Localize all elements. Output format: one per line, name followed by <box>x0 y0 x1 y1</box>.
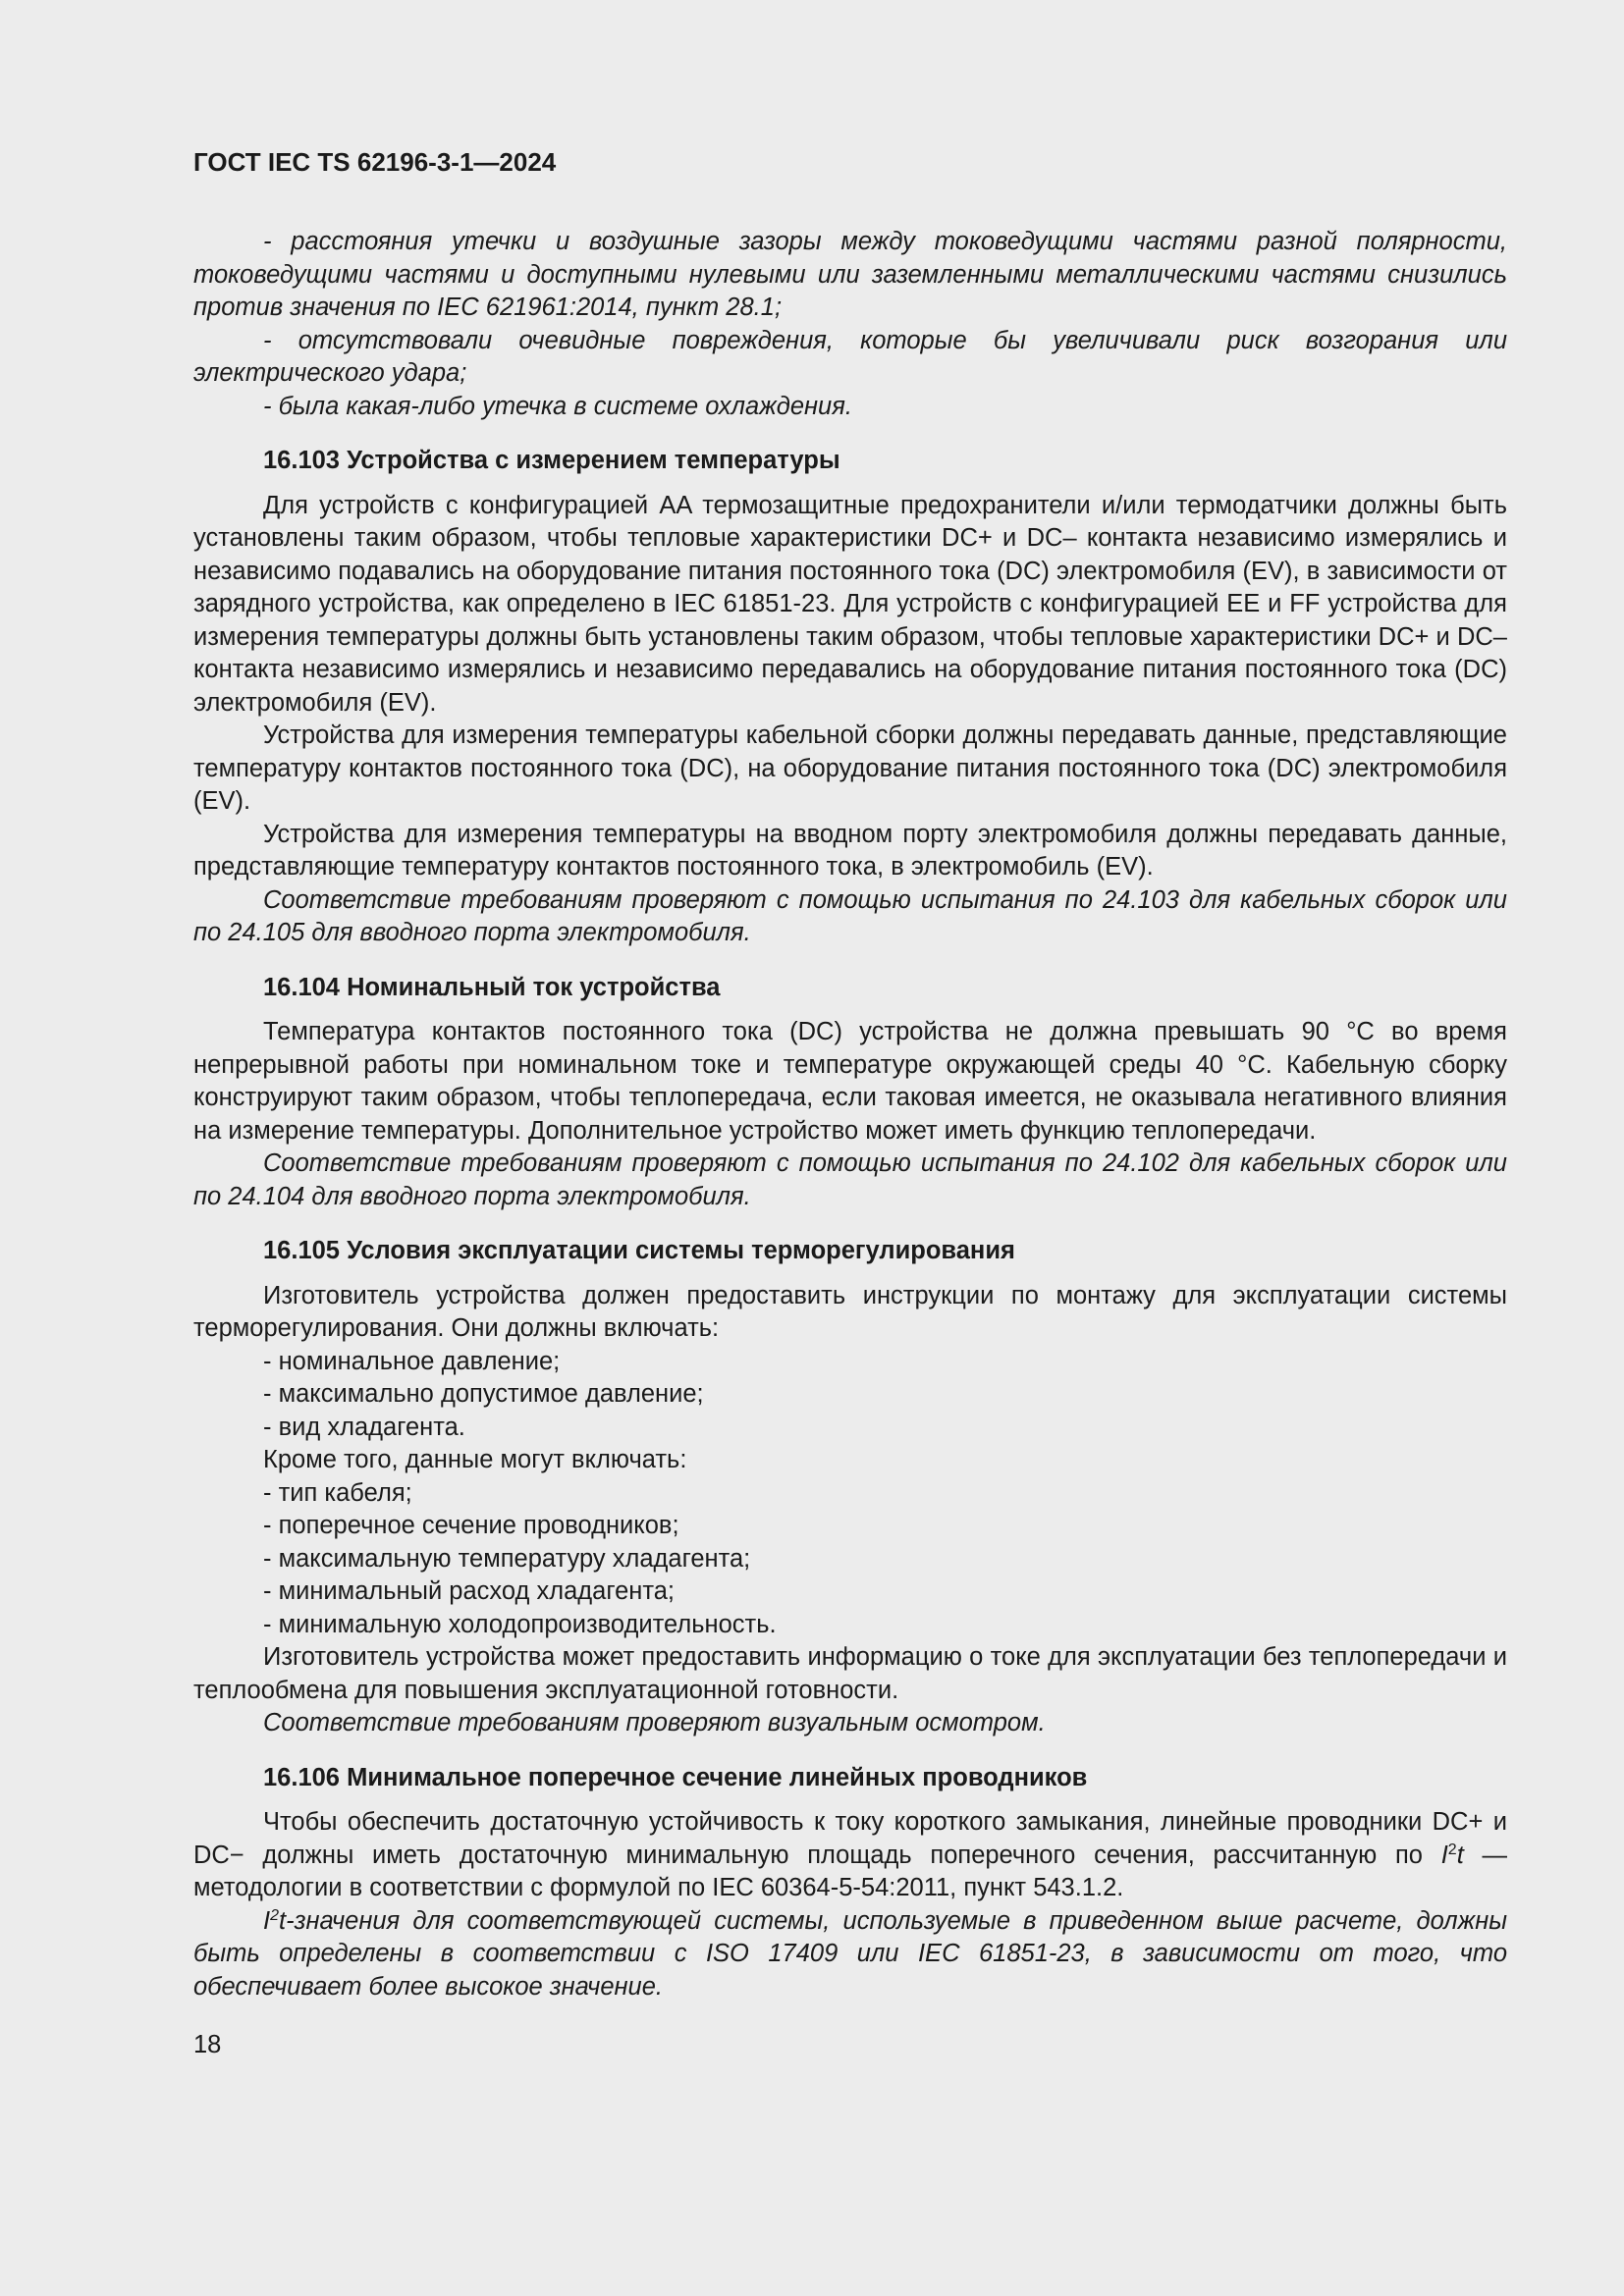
paragraph: Для устройств с конфигурацией AA термозащитные предохранители и/или термодатчики должны быть установлены таким образом, чтобы тепловые характеристики DC+ и DC– контакта независимо измерялись и независимо подавались на оборудование питания постоянного тока (DC) электромобиля (EV), в зависимости от зарядного устройства, как определено в IEC 61851-23. Для устройств с конфигурацией EE и FF устройства для измерения температуры должны быть установлены таким образом, чтобы тепловые характеристики DC+ и DC– контакта независимо измерялись и независимо передавались на оборудование питания постоянного тока (DC) электромобиля (EV). <box>193 491 1507 717</box>
list-item: - максимальную температуру хладагента; <box>263 1544 751 1573</box>
text-run: -значения для соответствующей системы, используемые в приведенном выше расчете, должны быть определены в соответствии с ISO 17409 или IEC 61851-23, в зависимости от того, что обеспечивает более высокое значение. <box>193 1906 1507 2001</box>
section-heading: 16.103 Устройства с измерением температуры <box>263 447 840 474</box>
section-16-106 <box>193 1762 1507 2004</box>
list-item: - минимальный расход хладагента; <box>263 1577 675 1605</box>
list-item: - расстояния утечки и воздушные зазоры между токоведущими частями разной полярности, токоведущими частями и доступными нулевыми или заземленными металлическими частями снизились против значения по IEC 621961:2014, пункт 28.1; <box>193 228 1507 321</box>
paragraph: Изготовитель устройства может предоставить информацию о токе для эксплуатации без теплопередачи и теплообмена для повышения эксплуатационной готовности. <box>193 1643 1507 1704</box>
section-heading: 16.106 Минимальное поперечное сечение линейных проводников <box>263 1763 1088 1791</box>
formula-i: I <box>1440 1841 1448 1869</box>
formula-exponent: 2 <box>270 1906 279 1924</box>
section-heading: 16.105 Условия эксплуатации системы терморегулирования <box>263 1237 1015 1264</box>
paragraph: Температура контактов постоянного тока (DC) устройства не должна превышать 90 °C во время непрерывной работы при номинальном токе и температуре окружающей среды 40 °C. Кабельную сборку конструируют таким образом, чтобы теплопередача, если таковая имеется, не оказывала негативного влияния на измерение температуры. Дополнительное устройство может иметь функцию теплопередачи. <box>193 1018 1507 1145</box>
intro-list <box>193 226 1507 423</box>
list-item: - максимально допустимое давление; <box>263 1380 704 1408</box>
section-16-105 <box>193 1235 1507 1740</box>
compliance-note <box>193 1905 1507 2004</box>
text-run: Чтобы обеспечить достаточную устойчивость к току короткого замыкания, линейные проводники DC+ и DC− должны иметь достаточную минимальную площадь поперечного сечения, рассчитанную по <box>193 1808 1507 1869</box>
compliance-note: Соответствие требованиям проверяют с помощью испытания по 24.102 для кабельных сборок или по 24.104 для вводного порта электромобиля. <box>193 1149 1507 1210</box>
document-page <box>193 145 1507 2062</box>
compliance-note: Соответствие требованиям проверяют с помощью испытания по 24.103 для кабельных сборок или по 24.105 для вводного порта электромобиля. <box>193 885 1507 946</box>
paragraph: Устройства для измерения температуры кабельной сборки должны передавать данные, представляющие температуру контактов постоянного тока (DC), на оборудование питания постоянного тока (DC) электромобиля (EV). <box>193 721 1507 815</box>
section-heading: 16.104 Номинальный ток устройства <box>263 973 721 1001</box>
section-16-103 <box>193 445 1507 950</box>
list-item: - тип кабеля; <box>263 1478 412 1507</box>
formula-i: I <box>263 1906 271 1935</box>
section-16-104 <box>193 972 1507 1214</box>
paragraph: Изготовитель устройства должен предоставить инструкции по монтажу для эксплуатации системы терморегулирования. Они должны включать: <box>193 1281 1507 1342</box>
document-header: ГОСТ IEC TS 62196-3-1—2024 <box>193 147 557 177</box>
list-item: - поперечное сечение проводников; <box>263 1512 679 1539</box>
list-item: - вид хладагента. <box>263 1413 465 1441</box>
paragraph: Кроме того, данные могут включать: <box>263 1446 687 1473</box>
compliance-note: Соответствие требованиям проверяют визуальным осмотром. <box>263 1709 1046 1736</box>
list-item: - отсутствовали очевидные повреждения, которые бы увеличивали риск возгорания или электрического удара; <box>193 326 1507 387</box>
list-item: - номинальное давление; <box>263 1347 561 1375</box>
formula-t: t <box>279 1906 287 1935</box>
paragraph: Устройства для измерения температуры на вводном порту электромобиля должны передавать данные, представляющие температуру контактов постоянного тока, в электромобиль (EV). <box>193 820 1507 881</box>
formula-exponent: 2 <box>1447 1841 1457 1858</box>
text-run: — методологии в соответствии с формулой по IEC 60364-5-54:2011, пункт 543.1.2. <box>193 1841 1507 1901</box>
list-item: - была какая-либо утечка в системе охлаждения. <box>263 392 852 420</box>
list-item: - минимальную холодопроизводительность. <box>263 1610 777 1638</box>
formula-t: t <box>1456 1841 1464 1869</box>
page-number: 18 <box>193 2031 222 2058</box>
paragraph <box>193 1806 1507 1905</box>
